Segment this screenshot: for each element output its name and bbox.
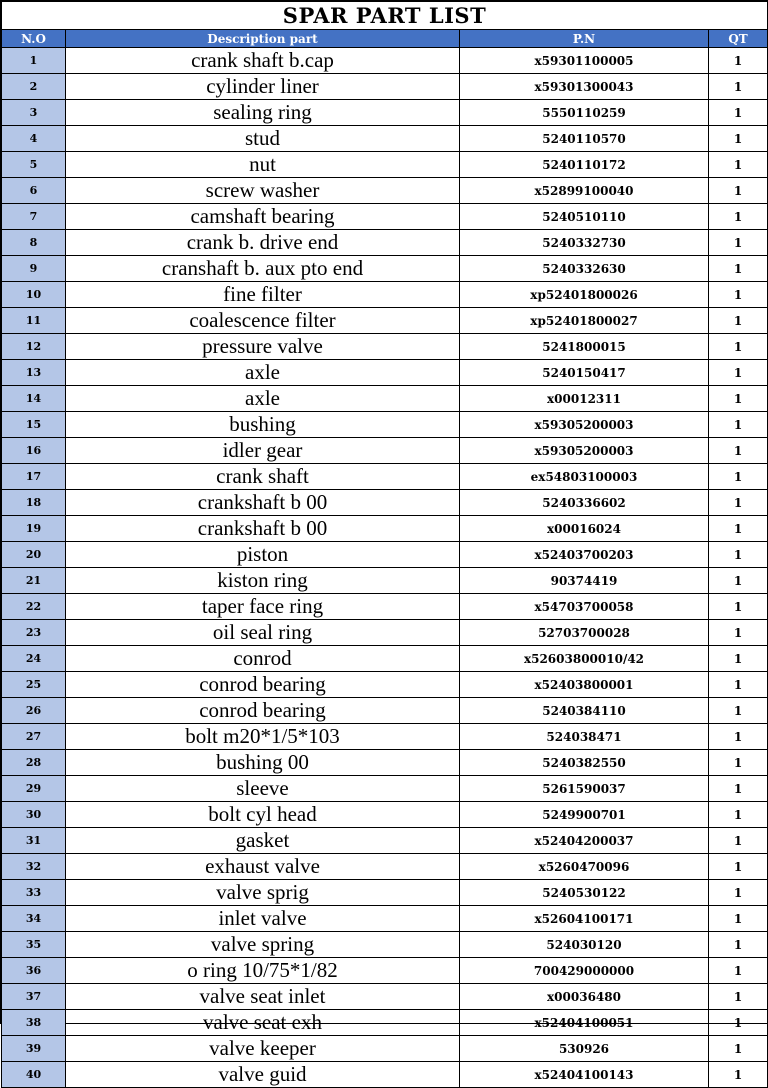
part-number-cell: 5240332630 [460, 256, 709, 282]
part-number-cell: x52603800010/42 [460, 646, 709, 672]
part-description-cell: valve spring [66, 932, 460, 958]
row-number-cell: 5 [2, 152, 66, 178]
table-row [2, 126, 768, 152]
part-description-cell: crankshaft b 00 [66, 516, 460, 542]
row-number-cell: 31 [2, 828, 66, 854]
part-number-cell: 5240510110 [460, 204, 709, 230]
quantity-cell: 1 [709, 334, 768, 360]
table-row [2, 516, 768, 542]
part-description-cell: valve keeper [66, 1036, 460, 1062]
row-number-cell: 18 [2, 490, 66, 516]
row-number-cell: 38 [2, 1010, 66, 1036]
part-description-cell: valve guid [66, 1062, 460, 1088]
part-number-cell: 5240336602 [460, 490, 709, 516]
row-number-cell: 26 [2, 698, 66, 724]
quantity-cell: 1 [709, 438, 768, 464]
part-number-cell: 5241800015 [460, 334, 709, 360]
quantity-cell: 1 [709, 958, 768, 984]
table-row [2, 854, 768, 880]
quantity-cell: 1 [709, 906, 768, 932]
table-row [2, 230, 768, 256]
table-row [2, 932, 768, 958]
quantity-cell: 1 [709, 542, 768, 568]
part-description-cell: valve seat exh [66, 1010, 460, 1036]
part-description-cell: bushing 00 [66, 750, 460, 776]
part-number-cell: x52404200037 [460, 828, 709, 854]
row-number-cell: 7 [2, 204, 66, 230]
quantity-cell: 1 [709, 48, 768, 74]
part-number-cell: 5240332730 [460, 230, 709, 256]
part-number-cell: x52604100171 [460, 906, 709, 932]
row-number-cell: 33 [2, 880, 66, 906]
row-number-cell: 19 [2, 516, 66, 542]
quantity-cell: 1 [709, 74, 768, 100]
part-number-cell: x00016024 [460, 516, 709, 542]
row-number-cell: 25 [2, 672, 66, 698]
row-number-cell: 23 [2, 620, 66, 646]
row-number-cell: 6 [2, 178, 66, 204]
row-number-cell: 12 [2, 334, 66, 360]
part-description-cell: valve seat inlet [66, 984, 460, 1010]
part-description-cell: crank shaft b.cap [66, 48, 460, 74]
sheet-title: SPAR PART LIST [2, 2, 768, 30]
part-description-cell: axle [66, 360, 460, 386]
table-row [2, 464, 768, 490]
quantity-cell: 1 [709, 204, 768, 230]
part-number-cell: 5240382550 [460, 750, 709, 776]
table-row [2, 984, 768, 1010]
part-description-cell: taper face ring [66, 594, 460, 620]
table-row [2, 568, 768, 594]
part-number-cell: 524038471 [460, 724, 709, 750]
part-description-cell: oil seal ring [66, 620, 460, 646]
table-row [2, 880, 768, 906]
row-number-cell: 28 [2, 750, 66, 776]
row-number-cell: 36 [2, 958, 66, 984]
table-row [2, 958, 768, 984]
quantity-cell: 1 [709, 724, 768, 750]
table-row [2, 1010, 768, 1036]
part-description-cell: coalescence filter [66, 308, 460, 334]
quantity-cell: 1 [709, 152, 768, 178]
quantity-cell: 1 [709, 1062, 768, 1088]
header-description: Description part [66, 30, 460, 48]
quantity-cell: 1 [709, 256, 768, 282]
part-description-cell: sealing ring [66, 100, 460, 126]
row-number-cell: 1 [2, 48, 66, 74]
row-number-cell: 40 [2, 1062, 66, 1088]
table-row [2, 74, 768, 100]
part-description-cell: camshaft bearing [66, 204, 460, 230]
row-number-cell: 32 [2, 854, 66, 880]
quantity-cell: 1 [709, 516, 768, 542]
part-description-cell: conrod bearing [66, 672, 460, 698]
row-number-cell: 15 [2, 412, 66, 438]
part-number-cell: 5240530122 [460, 880, 709, 906]
table-row [2, 178, 768, 204]
part-description-cell: inlet valve [66, 906, 460, 932]
table-row [2, 776, 768, 802]
title-row [2, 2, 768, 30]
quantity-cell: 1 [709, 828, 768, 854]
table-row [2, 48, 768, 74]
part-description-cell: screw washer [66, 178, 460, 204]
table-body [2, 48, 768, 1088]
table-row [2, 620, 768, 646]
table-row [2, 698, 768, 724]
table-row [2, 724, 768, 750]
row-number-cell: 3 [2, 100, 66, 126]
row-number-cell: 13 [2, 360, 66, 386]
part-number-cell: 5240384110 [460, 698, 709, 724]
part-description-cell: cylinder liner [66, 74, 460, 100]
row-number-cell: 4 [2, 126, 66, 152]
part-number-cell: x00012311 [460, 386, 709, 412]
quantity-cell: 1 [709, 854, 768, 880]
table-row [2, 906, 768, 932]
header-row [2, 30, 768, 48]
part-number-cell: 5261590037 [460, 776, 709, 802]
table-row [2, 308, 768, 334]
part-number-cell: 5249900701 [460, 802, 709, 828]
part-description-cell: gasket [66, 828, 460, 854]
quantity-cell: 1 [709, 360, 768, 386]
quantity-cell: 1 [709, 412, 768, 438]
table-row [2, 360, 768, 386]
quantity-cell: 1 [709, 230, 768, 256]
row-number-cell: 34 [2, 906, 66, 932]
row-number-cell: 16 [2, 438, 66, 464]
part-number-cell: x52404100051 [460, 1010, 709, 1036]
table-row [2, 438, 768, 464]
table-row [2, 1036, 768, 1062]
part-description-cell: fine filter [66, 282, 460, 308]
part-number-cell: xp52401800026 [460, 282, 709, 308]
table-row [2, 204, 768, 230]
part-description-cell: pressure valve [66, 334, 460, 360]
part-description-cell: sleeve [66, 776, 460, 802]
row-number-cell: 35 [2, 932, 66, 958]
part-description-cell: idler gear [66, 438, 460, 464]
part-description-cell: bolt cyl head [66, 802, 460, 828]
quantity-cell: 1 [709, 698, 768, 724]
table-row [2, 1062, 768, 1088]
part-number-cell: 90374419 [460, 568, 709, 594]
part-number-cell: x59305200003 [460, 438, 709, 464]
quantity-cell: 1 [709, 594, 768, 620]
part-number-cell: x54703700058 [460, 594, 709, 620]
quantity-cell: 1 [709, 802, 768, 828]
row-number-cell: 39 [2, 1036, 66, 1062]
row-number-cell: 37 [2, 984, 66, 1010]
part-number-cell: x52403700203 [460, 542, 709, 568]
quantity-cell: 1 [709, 932, 768, 958]
table-row [2, 828, 768, 854]
quantity-cell: 1 [709, 646, 768, 672]
part-number-cell: 5240110570 [460, 126, 709, 152]
table-row [2, 256, 768, 282]
quantity-cell: 1 [709, 776, 768, 802]
part-description-cell: valve sprig [66, 880, 460, 906]
part-number-cell: 5240150417 [460, 360, 709, 386]
quantity-cell: 1 [709, 568, 768, 594]
table-row [2, 282, 768, 308]
part-number-cell: xp52401800027 [460, 308, 709, 334]
table-row [2, 412, 768, 438]
part-description-cell: exhaust valve [66, 854, 460, 880]
part-number-cell: x52899100040 [460, 178, 709, 204]
row-number-cell: 24 [2, 646, 66, 672]
table-row [2, 386, 768, 412]
part-description-cell: crank shaft [66, 464, 460, 490]
part-description-cell: conrod bearing [66, 698, 460, 724]
part-number-cell: 5240110172 [460, 152, 709, 178]
part-number-cell: 700429000000 [460, 958, 709, 984]
part-description-cell: bolt m20*1/5*103 [66, 724, 460, 750]
part-description-cell: piston [66, 542, 460, 568]
row-number-cell: 8 [2, 230, 66, 256]
row-number-cell: 30 [2, 802, 66, 828]
table-row [2, 594, 768, 620]
row-number-cell: 11 [2, 308, 66, 334]
quantity-cell: 1 [709, 880, 768, 906]
row-number-cell: 14 [2, 386, 66, 412]
part-description-cell: o ring 10/75*1/82 [66, 958, 460, 984]
quantity-cell: 1 [709, 282, 768, 308]
part-number-cell: ex54803100003 [460, 464, 709, 490]
quantity-cell: 1 [709, 1036, 768, 1062]
part-description-cell: crank b. drive end [66, 230, 460, 256]
quantity-cell: 1 [709, 1010, 768, 1036]
part-description-cell: conrod [66, 646, 460, 672]
quantity-cell: 1 [709, 308, 768, 334]
row-number-cell: 22 [2, 594, 66, 620]
header-part-number: P.N [460, 30, 709, 48]
quantity-cell: 1 [709, 984, 768, 1010]
part-description-cell: kiston ring [66, 568, 460, 594]
part-description-cell: stud [66, 126, 460, 152]
quantity-cell: 1 [709, 672, 768, 698]
quantity-cell: 1 [709, 126, 768, 152]
quantity-cell: 1 [709, 100, 768, 126]
part-number-cell: x59305200003 [460, 412, 709, 438]
row-number-cell: 20 [2, 542, 66, 568]
row-number-cell: 9 [2, 256, 66, 282]
part-number-cell: x59301300043 [460, 74, 709, 100]
quantity-cell: 1 [709, 490, 768, 516]
part-number-cell: 530926 [460, 1036, 709, 1062]
part-description-cell: nut [66, 152, 460, 178]
table-row [2, 152, 768, 178]
part-number-cell: x00036480 [460, 984, 709, 1010]
part-description-cell: crankshaft b 00 [66, 490, 460, 516]
table-row [2, 672, 768, 698]
part-number-cell: x59301100005 [460, 48, 709, 74]
part-number-cell: 524030120 [460, 932, 709, 958]
quantity-cell: 1 [709, 620, 768, 646]
part-number-cell: x52404100143 [460, 1062, 709, 1088]
part-number-cell: 52703700028 [460, 620, 709, 646]
table-row [2, 750, 768, 776]
part-number-cell: x5260470096 [460, 854, 709, 880]
header-number: N.O [2, 30, 66, 48]
quantity-cell: 1 [709, 386, 768, 412]
table-row [2, 334, 768, 360]
table-row [2, 646, 768, 672]
row-number-cell: 21 [2, 568, 66, 594]
part-number-cell: 5550110259 [460, 100, 709, 126]
part-description-cell: axle [66, 386, 460, 412]
table-row [2, 100, 768, 126]
part-description-cell: cranshaft b. aux pto end [66, 256, 460, 282]
part-number-cell: x52403800001 [460, 672, 709, 698]
header-quantity: QT [709, 30, 768, 48]
table-row [2, 490, 768, 516]
row-number-cell: 29 [2, 776, 66, 802]
spare-part-table [1, 1, 768, 1088]
quantity-cell: 1 [709, 750, 768, 776]
table-row [2, 542, 768, 568]
quantity-cell: 1 [709, 178, 768, 204]
table-row [2, 802, 768, 828]
quantity-cell: 1 [709, 464, 768, 490]
row-number-cell: 17 [2, 464, 66, 490]
row-number-cell: 10 [2, 282, 66, 308]
row-number-cell: 2 [2, 74, 66, 100]
row-number-cell: 27 [2, 724, 66, 750]
part-description-cell: bushing [66, 412, 460, 438]
